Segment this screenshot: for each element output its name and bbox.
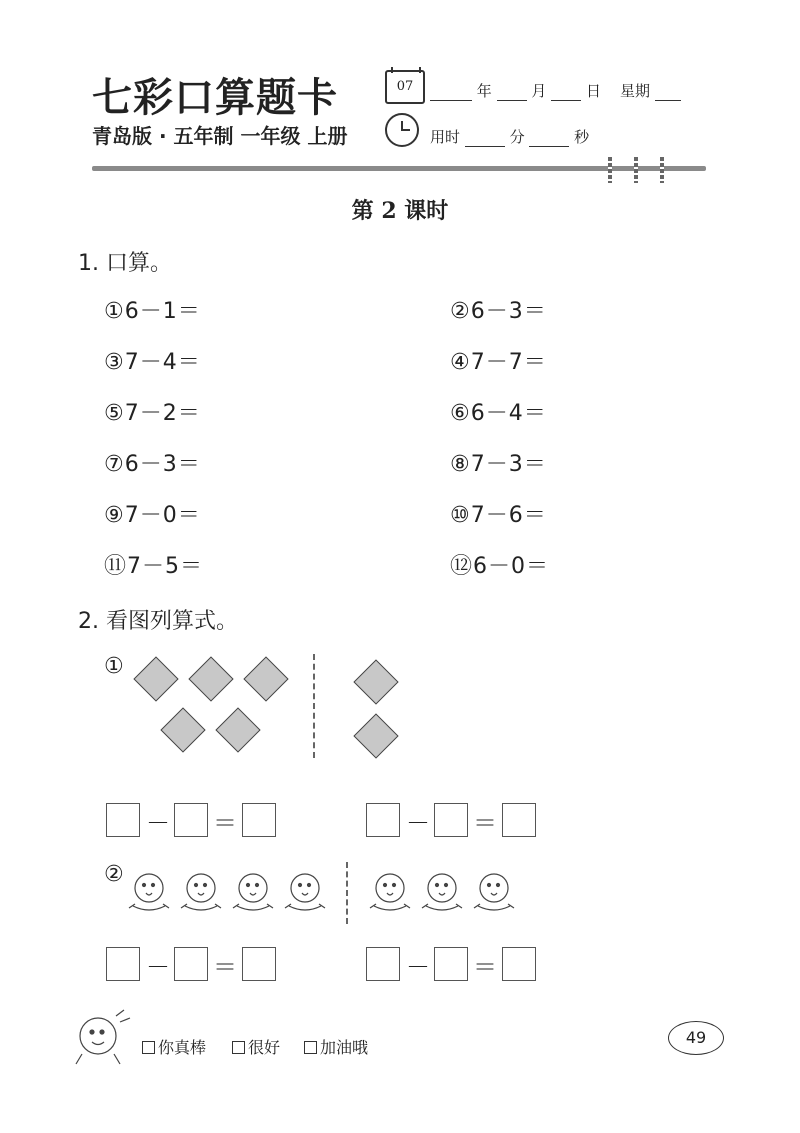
weekday-field[interactable] — [655, 86, 681, 101]
binder-pin — [634, 157, 638, 183]
answer-box[interactable] — [174, 947, 208, 981]
brand-title: 七彩口算题卡 — [92, 75, 338, 121]
rating-choice-great[interactable]: 你真棒 — [142, 1035, 206, 1058]
answer-box[interactable] — [366, 803, 400, 837]
answer-box[interactable] — [434, 947, 468, 981]
chick-icon — [181, 874, 221, 910]
lesson-title: 第 2 课时 — [351, 198, 449, 224]
chick-icon — [233, 874, 273, 910]
clock-icon — [385, 113, 419, 147]
page-number: 49 — [668, 1021, 724, 1055]
checkbox[interactable] — [142, 1041, 155, 1054]
rating-choice-good[interactable]: 很好 — [232, 1035, 280, 1058]
calendar-icon — [385, 70, 425, 104]
chick-icon — [422, 874, 462, 910]
checkbox[interactable] — [304, 1041, 317, 1054]
time-used-label: 用时 — [430, 128, 461, 146]
answer-box[interactable] — [174, 803, 208, 837]
equals-sign: ＝ — [213, 953, 237, 981]
answer-box[interactable] — [434, 803, 468, 837]
section1-title: 1. 口算。 — [78, 251, 172, 276]
answer-box[interactable] — [502, 947, 536, 981]
problem-5: ⑤7－2＝ — [104, 401, 201, 426]
year-field[interactable] — [430, 86, 472, 101]
binder-pin — [660, 157, 664, 183]
day-label: 日 — [585, 82, 601, 100]
diamond-shape — [133, 656, 178, 701]
day-field[interactable] — [551, 86, 581, 101]
minutes-field[interactable] — [465, 132, 505, 147]
equals-sign: ＝ — [473, 809, 497, 837]
diamond-shape — [215, 707, 260, 752]
minus-sign: － — [406, 953, 430, 981]
minus-sign: － — [146, 953, 170, 981]
divider-dashed — [313, 654, 315, 758]
problem-2: ②6－3＝ — [450, 299, 547, 324]
weekday-label: 星期 — [620, 82, 651, 100]
answer-box[interactable] — [366, 947, 400, 981]
problem-1: ①6－1＝ — [104, 299, 201, 324]
minus-sign: － — [406, 809, 430, 837]
equals-sign: ＝ — [473, 953, 497, 981]
month-field[interactable] — [497, 86, 527, 101]
chicks-group-left — [125, 866, 335, 916]
problem-12: ⑫6－0＝ — [450, 554, 550, 579]
problem-6: ⑥6－4＝ — [450, 401, 547, 426]
binder-pin — [608, 157, 612, 183]
equals-sign: ＝ — [213, 809, 237, 837]
problem-11: ⑪7－5＝ — [104, 554, 204, 579]
answer-box[interactable] — [502, 803, 536, 837]
answer-box[interactable] — [242, 947, 276, 981]
date-line — [430, 80, 681, 101]
problem-7: ⑦6－3＝ — [104, 452, 201, 477]
answer-box[interactable] — [106, 803, 140, 837]
problem-3: ③7－4＝ — [104, 350, 201, 375]
month-label: 月 — [531, 82, 547, 100]
diamond-shape — [243, 656, 288, 701]
chick-icon — [129, 874, 169, 910]
chick-icon — [285, 874, 325, 910]
section2-title: 2. 看图列算式。 — [78, 609, 238, 634]
mascot-icon — [68, 1006, 134, 1070]
problem-9: ⑨7－0＝ — [104, 503, 201, 528]
edition-label: 青岛版 · 五年制 一年级 上册 — [92, 124, 348, 148]
diamond-shape — [188, 656, 233, 701]
diamond-shape — [353, 659, 398, 704]
rating-choice-keep-going[interactable]: 加油哦 — [304, 1035, 368, 1058]
answer-box[interactable] — [106, 947, 140, 981]
chicks-group-right — [366, 866, 526, 916]
year-label: 年 — [476, 82, 492, 100]
seconds-label: 秒 — [574, 128, 590, 146]
minus-sign: － — [146, 809, 170, 837]
time-line — [430, 126, 589, 147]
header-rule — [92, 166, 706, 171]
part1-label: ① — [104, 654, 125, 679]
problem-10: ⑩7－6＝ — [450, 503, 547, 528]
checkbox[interactable] — [232, 1041, 245, 1054]
divider-dashed — [346, 862, 348, 924]
calendar-day: 07 — [396, 79, 414, 94]
answer-box[interactable] — [242, 803, 276, 837]
diamond-shape — [353, 713, 398, 758]
chick-icon — [370, 874, 410, 910]
minutes-label: 分 — [509, 128, 525, 146]
seconds-field[interactable] — [529, 132, 569, 147]
problem-8: ⑧7－3＝ — [450, 452, 547, 477]
diamond-shape — [160, 707, 205, 752]
part2-label: ② — [104, 862, 125, 887]
problem-4: ④7－7＝ — [450, 350, 547, 375]
chick-icon — [474, 874, 514, 910]
